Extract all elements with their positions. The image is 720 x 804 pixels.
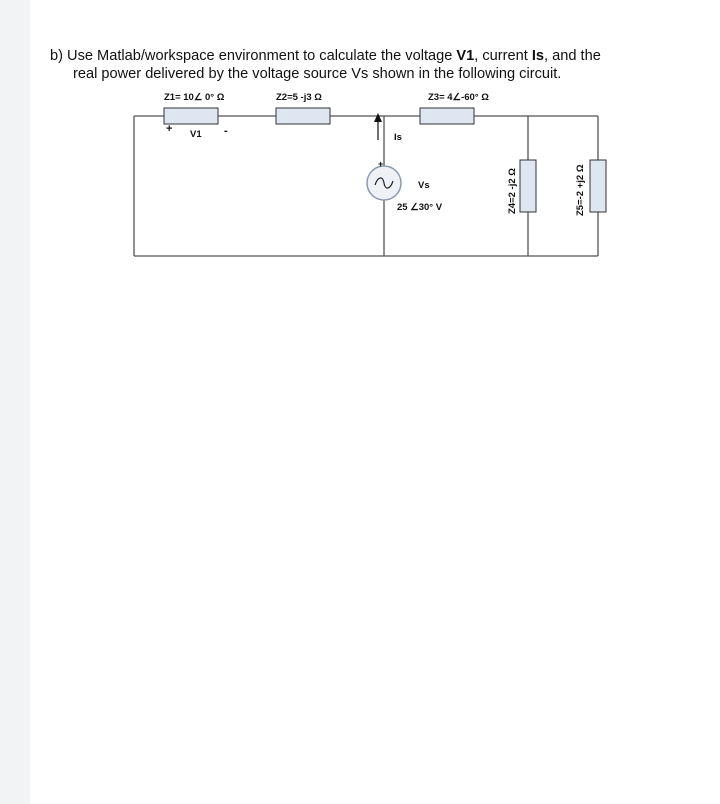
- z5-resistor: [590, 160, 606, 212]
- v1-label: V1: [190, 129, 202, 140]
- vs-value: 25 ∠30° V: [397, 202, 443, 213]
- z3-label: Z3= 4∠-60° Ω: [428, 92, 489, 103]
- question-text-a: Use Matlab/workspace environment to calculate the voltage: [67, 48, 457, 64]
- question-prefix: b): [50, 48, 63, 64]
- question-line-2: real power delivered by the voltage source Vs shown in the following circuit.: [73, 66, 562, 82]
- voltage-source: [367, 166, 401, 200]
- v1-minus: -: [224, 125, 228, 137]
- vs-label: Vs: [418, 180, 430, 191]
- is-arrow: [374, 113, 382, 140]
- v1-plus: +: [166, 123, 173, 135]
- z1-label: Z1= 10∠ 0° Ω: [164, 92, 225, 103]
- z2-resistor: [276, 108, 330, 124]
- z4-label: Z4=2 -j2 Ω: [507, 168, 518, 214]
- v1-bold: V1: [456, 48, 475, 64]
- source-plus: +: [378, 159, 384, 169]
- z1-resistor: [164, 108, 218, 124]
- z2-label: Z2=5 -j3 Ω: [276, 92, 322, 103]
- is-label: Is: [394, 132, 402, 143]
- z3-resistor: [420, 108, 474, 124]
- question-text-b: , current: [474, 48, 532, 64]
- question-text-c: , and the: [544, 48, 601, 64]
- z5-label: Z5=-2 +j2 Ω: [575, 164, 586, 216]
- z4-resistor: [520, 160, 536, 212]
- is-bold: Is: [531, 48, 545, 64]
